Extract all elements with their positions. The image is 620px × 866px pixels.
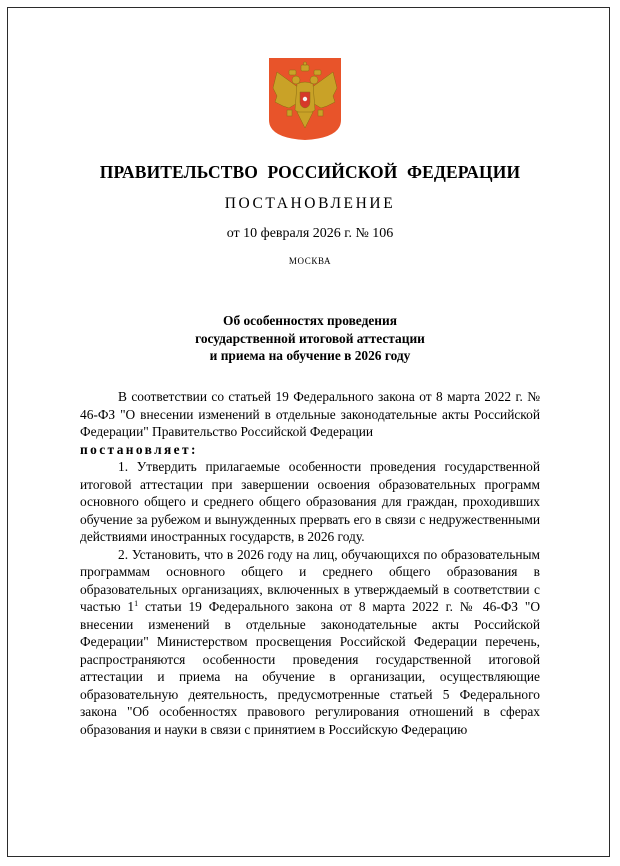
clause-1-paragraph: 1. Утвердить прилагаемые особенности проведения государственной итоговой аттестации при завершении освоения образовательных программ основного общего и среднего общего образования для граждан, проходивших обучение за рубежом и вынужденных прервать его в связи с недружественными действиями иностранных государств, в 2026 году. bbox=[80, 459, 540, 544]
document-type: ПОСТАНОВЛЕНИЕ bbox=[224, 195, 396, 212]
clause-2-text-a: 2. Установить, что в 2026 году на лиц, обучающихся по образовательным программам основного общего и среднего общего образования в образовательных организациях, включенных в утверждаемый в соответствии с частью 1 bbox=[80, 546, 540, 614]
subject-line: и приема на обучение в 2026 году bbox=[209, 348, 411, 363]
clause-2-paragraph bbox=[80, 546, 540, 739]
government-title: ПРАВИТЕЛЬСТВО РОССИЙСКОЙ ФЕДЕРАЦИИ bbox=[99, 162, 521, 182]
subject-line: государственной итоговой аттестации bbox=[195, 330, 425, 346]
document-city: МОСКВА bbox=[288, 256, 332, 266]
document-subject bbox=[0, 312, 620, 365]
clause-2-text-b: статьи 19 Федерального закона от 8 марта 2022 г. № 46-ФЗ "О внесении изменений в отдельные законодательные акты Российской Федерации" Министерством просвещения Российской Федерации перечень, распространяются особенности проведения государственной итоговой аттестации и приема на обучение в организации, осуществляющие образовательную деятельность, предусмотренные статьей 5 Федерального закона "Об особенностях правового регулирования отношений в сферах образования и науки в связи с принятием в Российскую Федерацию bbox=[80, 599, 540, 737]
preamble-paragraph bbox=[80, 388, 540, 458]
document-date-number: от 10 февраля 2026 г. № 106 bbox=[226, 226, 394, 241]
subject-line: Об особенностях проведения bbox=[223, 313, 397, 328]
resolution-word: постановляет: bbox=[80, 441, 198, 457]
document-body bbox=[80, 388, 540, 738]
preamble-text: В соответствии со статьей 19 Федерального закона от 8 марта 2022 г. № 46-ФЗ "О внесении изменений в отдельные законодательные акты Российской Федерации" Правительство Российской Федерации bbox=[80, 389, 540, 439]
footnote-superscript: 1 bbox=[134, 599, 139, 608]
coat-of-arms-icon bbox=[269, 58, 341, 140]
